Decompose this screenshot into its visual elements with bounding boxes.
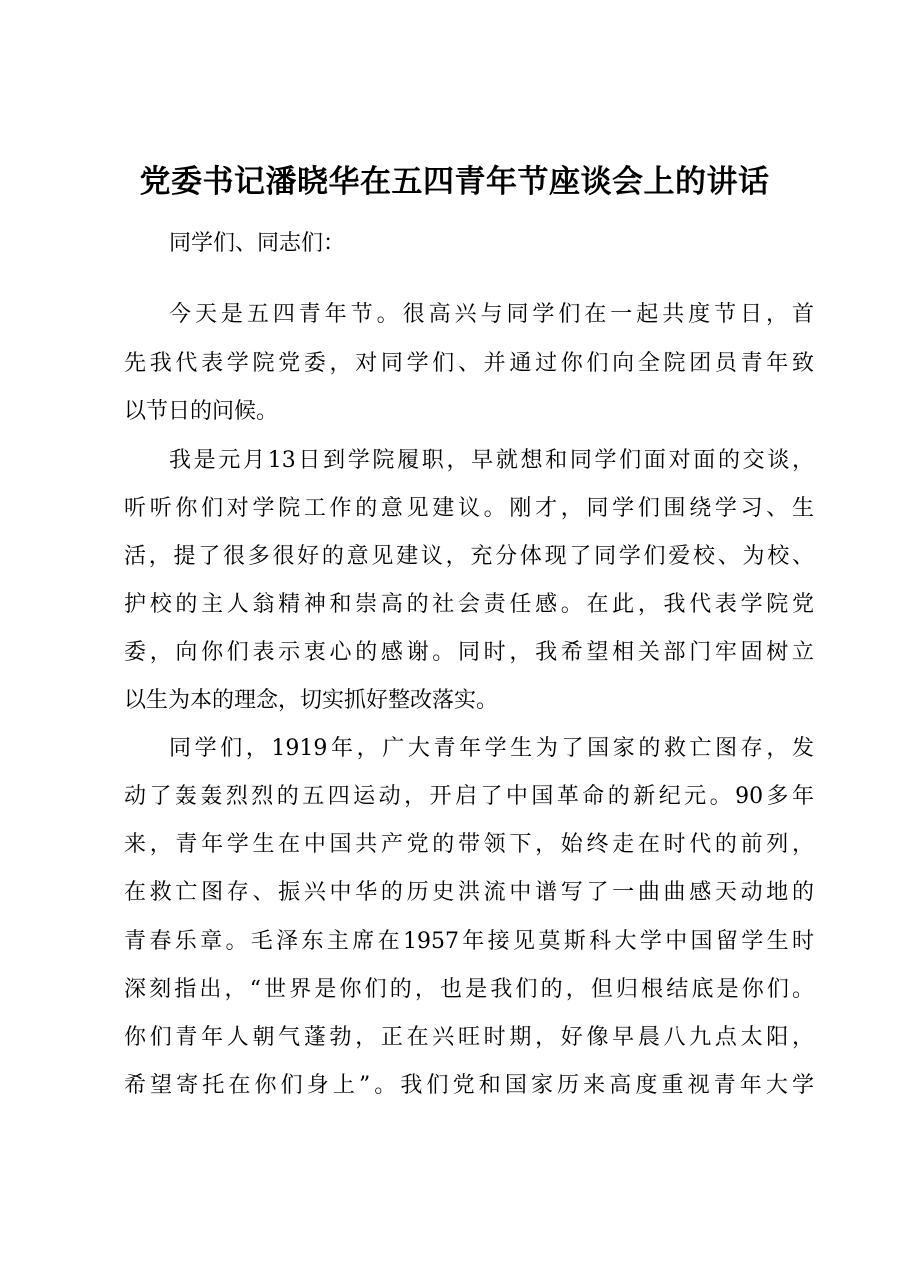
- paragraph-line: 以节日的问候。: [124, 399, 279, 424]
- paragraph-line: 护校的主人翁精神和崇高的社会责任感。在此，我代表学院党: [124, 592, 814, 617]
- paragraph-line: 我是元月13日到学院履职，早就想和同学们面对面的交谈，: [169, 448, 814, 473]
- paragraph-line: 你们青年人朝气蓬勃，正在兴旺时期，好像早晨八九点太阳，: [124, 1025, 814, 1050]
- paragraph-line: 动了轰轰烈烈的五四运动，开启了中国革命的新纪元。90多年: [124, 784, 814, 809]
- paragraph-line: 深刻指出，“世界是你们的，也是我们的，但归根结底是你们。: [124, 977, 814, 1002]
- paragraph-line: 希望寄托在你们身上”。我们党和国家历来高度重视青年大学: [124, 1073, 814, 1098]
- paragraph-line: 青春乐章。毛泽东主席在1957年接见莫斯科大学中国留学生时: [124, 929, 814, 954]
- paragraph-line: 以生为本的理念，切实抓好整改落实。: [124, 688, 499, 713]
- paragraph-line: 今天是五四青年节。很高兴与同学们在一起共度节日，首: [169, 302, 814, 327]
- paragraph-line: 在救亡图存、振兴中华的历史洪流中谱写了一曲曲感天动地的: [124, 880, 814, 905]
- paragraph-line: 先我代表学院党委，对同学们、并通过你们向全院团员青年致: [124, 351, 814, 376]
- salutation-line: 同学们、同志们：: [169, 231, 346, 256]
- paragraph-line: 听听你们对学院工作的意见建议。刚才，同学们围绕学习、生: [124, 496, 814, 521]
- document-title: 党委书记潘晓华在五四青年节座谈会上的讲话: [139, 164, 770, 200]
- paragraph-line: 同学们，1919年，广大青年学生为了国家的救亡图存，发: [169, 736, 814, 761]
- paragraph-line: 来，青年学生在中国共产党的带领下，始终走在时代的前列，: [124, 832, 814, 857]
- paragraph-line: 活，提了很多很好的意见建议，充分体现了同学们爱校、为校、: [124, 544, 814, 569]
- paragraph-line: 委，向你们表示衷心的感谢。同时，我希望相关部门牢固树立: [124, 640, 814, 665]
